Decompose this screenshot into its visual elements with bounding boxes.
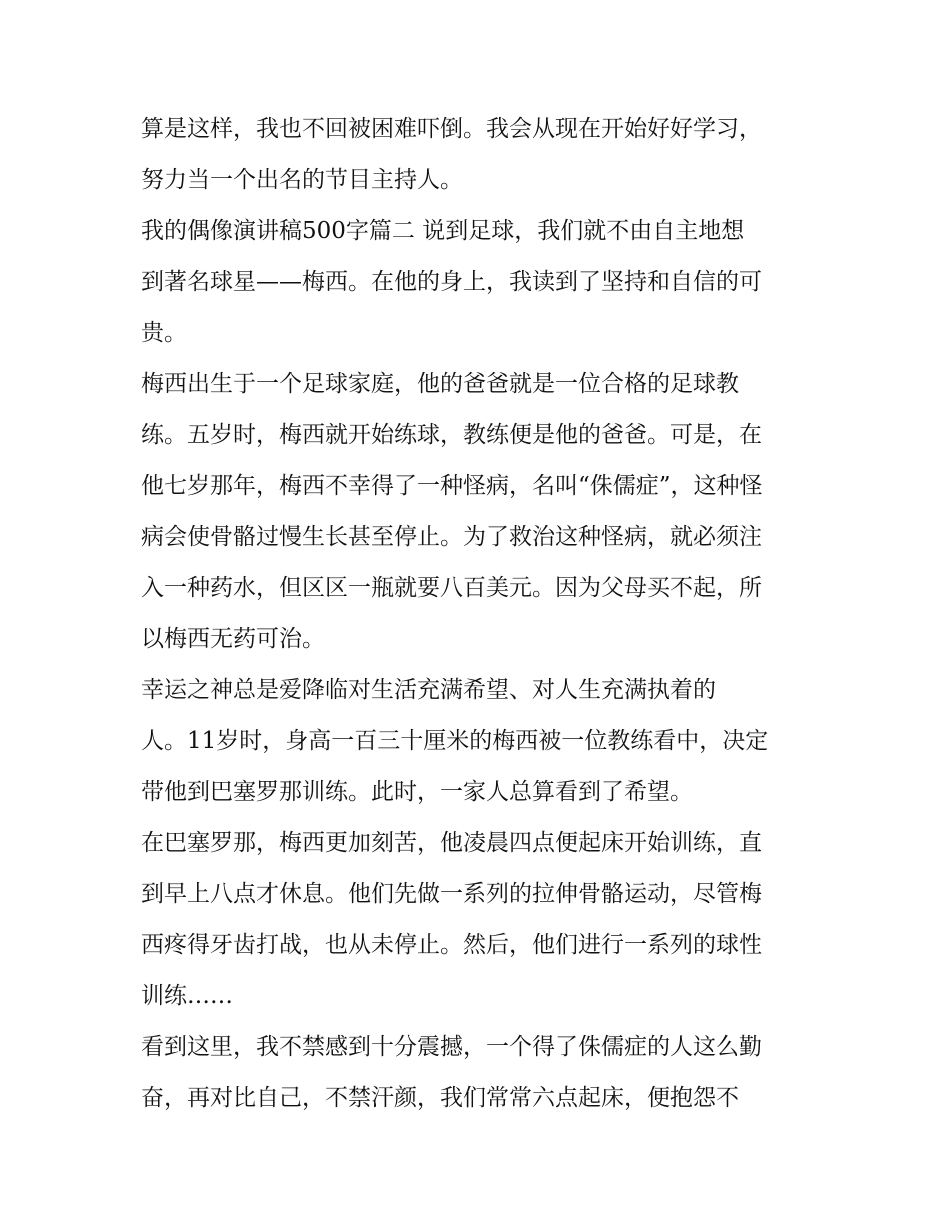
text-line: 梅西出生于一个足球家庭，他的爸爸就是一位合格的足球教	[141, 371, 739, 397]
text-line: 我的偶像演讲稿500字篇二 说到足球，我们就不由自主地想	[141, 218, 745, 244]
text-line: 看到这里，我不禁感到十分震撼，一个得了侏儒症的人这么勤	[141, 1034, 762, 1060]
text-line: 入一种药水，但区区一瓶就要八百美元。因为父母买不起，所	[141, 575, 762, 601]
text-line: 训练……	[141, 983, 233, 1009]
text-line: 人。11岁时，身高一百三十厘米的梅西被一位教练看中，决定	[141, 728, 769, 754]
text-line: 带他到巴塞罗那训练。此时，一家人总算看到了希望。	[141, 779, 693, 805]
text-line: 练。五岁时，梅西就开始练球，教练便是他的爸爸。可是，在	[141, 422, 762, 448]
text-line: 病会使骨骼过慢生长甚至停止。为了救治这种怪病，就必须注	[141, 524, 762, 550]
text-line: 到著名球星——梅西。在他的身上，我读到了坚持和自信的可	[141, 269, 762, 295]
text-line: 努力当一个出名的节目主持人。	[141, 167, 463, 193]
text-line: 西疼得牙齿打战，也从未停止。然后，他们进行一系列的球性	[141, 932, 762, 958]
text-line: 幸运之神总是爱降临对生活充满希望、对人生充满执着的	[141, 677, 716, 703]
text-line: 以梅西无药可治。	[141, 626, 325, 652]
text-line: 贵。	[141, 320, 187, 346]
text-line: 奋，再对比自己，不禁汗颜，我们常常六点起床，便抱怨不	[141, 1085, 739, 1111]
text-line: 他七岁那年，梅西不幸得了一种怪病，名叫“侏儒症”，这种怪	[141, 473, 763, 499]
text-line: 算是这样，我也不回被困难吓倒。我会从现在开始好好学习，	[141, 116, 762, 142]
document-body	[141, 104, 811, 1124]
text-line: 在巴塞罗那，梅西更加刻苦，他凌晨四点便起床开始训练，直	[141, 830, 762, 856]
text-line: 到早上八点才休息。他们先做一系列的拉伸骨骼运动，尽管梅	[141, 881, 762, 907]
